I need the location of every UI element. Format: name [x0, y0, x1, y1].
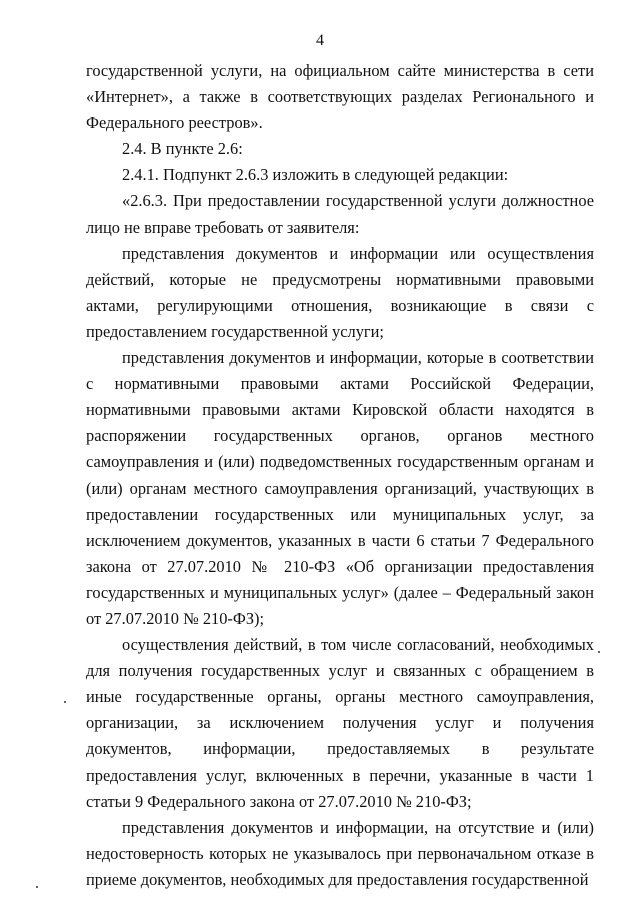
page-number: 4: [316, 32, 324, 49]
paragraph-6: представления документов и информации, которые в соответствии с нормативными правовыми актами Российской Федерации, нормативными правовыми актами Кировской области находятся в распоряжении государственных органов, органов местного самоуправления и (или) подведомственных государственным органам и (или) органам местного самоуправления организаций, участвующих в предоставлении государственных или муниципальных услуг, за исключением документов, указанных в части 6 статьи 7 Федерального закона от 27.07.2010 № 210-ФЗ «Об организации предоставления государственных и муниципальных услуг» (далее – Федеральный закон от 27.07.2010 № 210-ФЗ);: [86, 348, 594, 628]
scan-speck: [64, 701, 66, 703]
document-body: [86, 58, 594, 893]
paragraph-2: 2.4. В пункте 2.6:: [122, 139, 243, 159]
scan-speck: [598, 651, 600, 653]
paragraph-3: 2.4.1. Подпункт 2.6.3 изложить в следующей редакции:: [122, 165, 509, 185]
paragraph-7: осуществления действий, в том числе согласований, необходимых для получения государственных услуг и связанных с обращением в иные государственные органы, органы местного самоуправления, организации, за исключением получения услуг и получения документов, информации, предоставляемых в результате предоставления услуг, включенных в перечни, указанные в части 1 статьи 9 Федерального закона от 27.07.2010 № 210-ФЗ;: [86, 635, 594, 811]
paragraph-5: представления документов и информации или осуществления действий, которые не предусмотрены нормативными правовыми актами, регулирующими отношения, возникающие в связи с предоставлением государственной услуги;: [86, 243, 594, 341]
paragraph-1: государственной услуги, на официальном сайте министерства в сети «Интернет», а также в соответствующих разделах Регионального и Федерального реестров».: [86, 61, 594, 133]
paragraph-8: представления документов и информации, на отсутствие и (или) недостоверность которых не указывалось при первоначальном отказе в приеме документов, необходимых для предоставления государственной: [86, 817, 594, 889]
paragraph-4: «2.6.3. При предоставлении государственной услуги должностное лицо не вправе требовать от заявителя:: [86, 191, 594, 237]
scan-speck: [36, 886, 38, 888]
